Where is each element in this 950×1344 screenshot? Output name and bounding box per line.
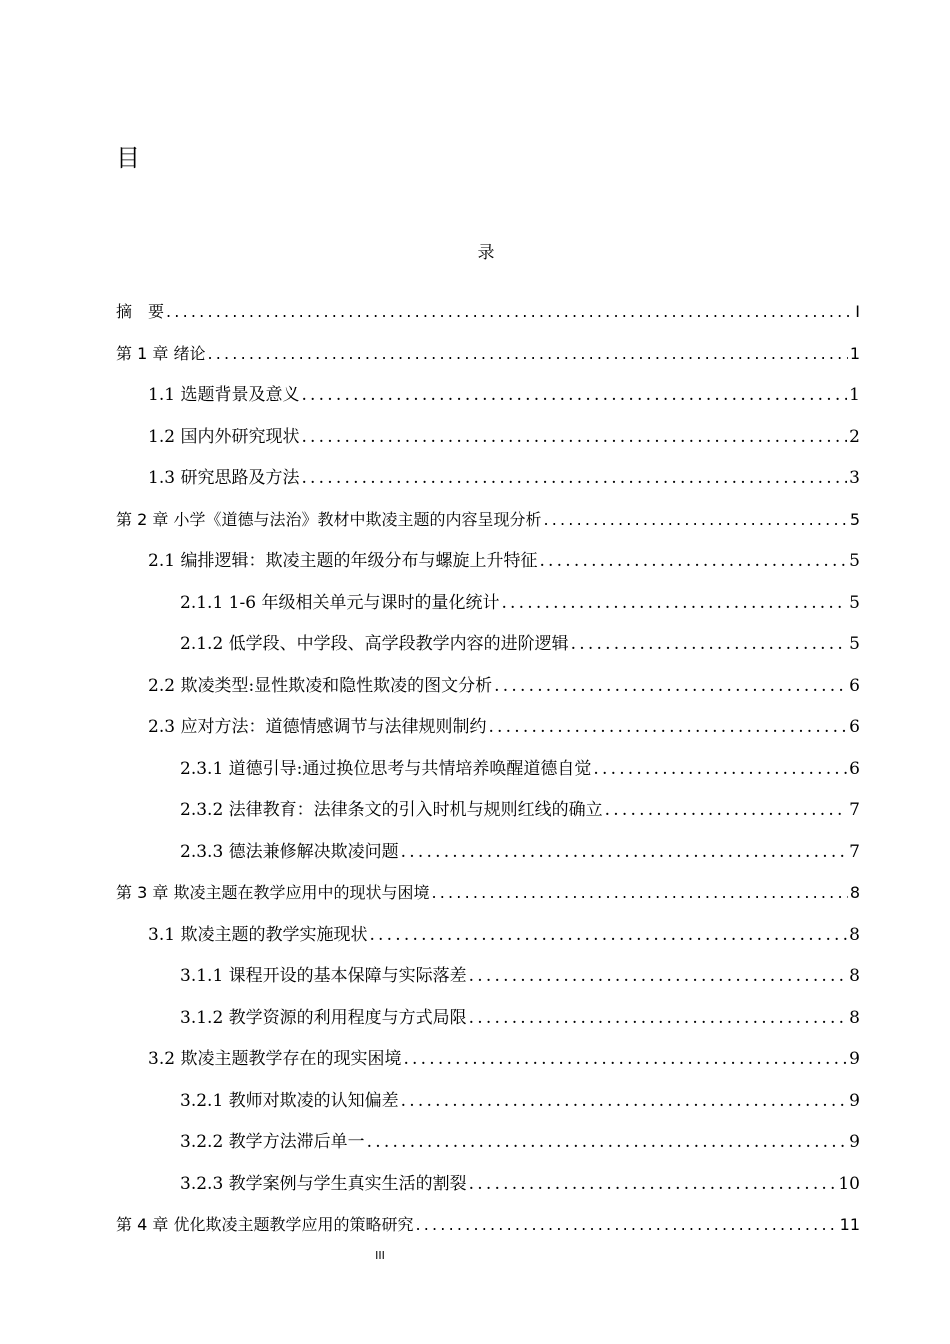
toc-leader-dots [166, 298, 853, 326]
toc-entry-label: 2.1 编排逻辑：欺凌主题的年级分布与螺旋上升特征 [148, 551, 538, 571]
toc-entry[interactable] [180, 1170, 860, 1198]
toc-leader-dots [605, 796, 848, 824]
toc-entry-label: 1.1 选题背景及意义 [148, 385, 300, 405]
toc-title-left: 目 [116, 144, 140, 172]
toc-entry-label: 2.3.3 德法兼修解决欺凌问题 [180, 841, 399, 862]
toc-entry[interactable] [180, 838, 860, 866]
toc-entry-page-number: 3 [849, 468, 860, 488]
toc-entry-label: 2.3 应对方法：道德情感调节与法律规则制约 [148, 717, 487, 737]
toc-entry-page-number: 9 [849, 1090, 860, 1111]
toc-entry[interactable] [180, 630, 860, 658]
toc-entry[interactable] [180, 1087, 860, 1115]
toc-entry[interactable] [148, 423, 860, 451]
toc-entry-page-number: 5 [849, 551, 860, 571]
toc-entry[interactable] [116, 1211, 860, 1239]
toc-leader-dots [469, 1170, 837, 1198]
toc-leader-dots [494, 672, 847, 700]
toc-entry-page-number: 5 [849, 634, 860, 654]
toc-entry-page-number: 10 [838, 1173, 860, 1194]
toc-title-center: 录 [477, 243, 495, 263]
toc-leader-dots [488, 713, 847, 741]
toc-entry[interactable] [148, 672, 860, 700]
toc-leader-dots [401, 1087, 848, 1115]
page-number-footer: III [375, 1249, 385, 1262]
toc-entry[interactable] [116, 506, 860, 534]
toc-entry-page-number: 9 [849, 1049, 860, 1069]
toc-entry[interactable] [180, 755, 860, 783]
toc-leader-dots [593, 755, 847, 783]
toc-entry-page-number: 2 [849, 426, 860, 447]
toc-entry-label: 3.2.3 教学案例与学生真实生活的割裂 [180, 1173, 467, 1194]
toc-entry[interactable] [180, 796, 860, 824]
toc-entry-page-number: 1 [849, 343, 860, 363]
toc-entry[interactable] [116, 879, 860, 907]
toc-entry-label: 3.2.1 教师对欺凌的认知偏差 [180, 1090, 399, 1111]
toc-entry-page-number: 5 [849, 592, 860, 613]
toc-leader-dots [501, 589, 847, 617]
toc-entry-label: 第 3 章 欺凌主题在教学应用中的现状与困境 [116, 883, 430, 902]
toc-leader-dots [301, 423, 847, 451]
toc-entry[interactable] [148, 1045, 860, 1073]
toc-entry-label: 2.2 欺凌类型:显性欺凌和隐性欺凌的图文分析 [148, 675, 493, 696]
toc-entry-page-number: 6 [849, 758, 860, 779]
toc-entry-label: 1.3 研究思路及方法 [148, 468, 300, 488]
toc-entry-label: 第 4 章 优化欺凌主题教学应用的策略研究 [116, 1215, 414, 1234]
toc-entry-page-number: 9 [849, 1132, 860, 1152]
toc-entry-page-number: 7 [849, 841, 860, 862]
toc-entry-page-number: 6 [849, 717, 860, 737]
toc-entry-page-number: 8 [849, 924, 860, 945]
toc-entry[interactable] [180, 1004, 860, 1032]
toc-entry-page-number: 8 [849, 966, 860, 986]
toc-entry-label: 摘 要 [116, 302, 165, 321]
toc-entry[interactable] [148, 381, 860, 409]
toc-leader-dots [539, 547, 847, 575]
toc-entry[interactable] [148, 921, 860, 949]
toc-leader-dots [469, 962, 848, 990]
toc-entry-page-number: 1 [849, 385, 860, 405]
toc-entry[interactable] [180, 962, 860, 990]
toc-entry[interactable] [148, 464, 860, 492]
toc-entry-page-number: 8 [849, 1007, 860, 1028]
toc-entry[interactable] [180, 1128, 860, 1156]
toc-entry-label: 3.1.1 课程开设的基本保障与实际落差 [180, 966, 467, 986]
toc-leader-dots [367, 1128, 848, 1156]
toc-leader-dots [469, 1004, 848, 1032]
toc-entry-page-number: 11 [839, 1215, 860, 1234]
toc-leader-dots [571, 630, 848, 658]
toc-entry-label: 2.1.1 1-6 年级相关单元与课时的量化统计 [180, 592, 500, 613]
toc-leader-dots [401, 838, 848, 866]
toc-leader-dots [415, 1211, 837, 1239]
toc-entry-label: 第 2 章 小学《道德与法治》教材中欺凌主题的内容呈现分析 [116, 509, 542, 529]
toc-entry-label: 第 1 章 绪论 [116, 343, 206, 363]
toc-entry-label: 3.2 欺凌主题教学存在的现实困境 [148, 1049, 402, 1069]
toc-entry-label: 1.2 国内外研究现状 [148, 426, 300, 447]
toc-leader-dots [301, 381, 847, 409]
toc-entry-page-number: 5 [849, 509, 860, 529]
toc-entry-label: 3.1.2 教学资源的利用程度与方式局限 [180, 1007, 467, 1028]
toc-entry-label: 2.3.2 法律教育：法律条文的引入时机与规则红线的确立 [180, 800, 603, 820]
toc-leader-dots [403, 1045, 847, 1073]
toc-entry[interactable] [148, 547, 860, 575]
toc-leader-dots [431, 879, 847, 907]
toc-leader-dots [301, 464, 847, 492]
toc-leader-dots [369, 921, 847, 949]
toc-entry-page-number: 8 [849, 883, 860, 902]
toc-entry-label: 2.3.1 道德引导:通过换位思考与共情培养唤醒道德自觉 [180, 758, 592, 779]
toc-entry[interactable] [116, 340, 860, 368]
toc-leader-dots [543, 506, 847, 534]
toc-entry-page-number: 6 [849, 675, 860, 696]
toc-leader-dots [207, 340, 847, 368]
toc-entry[interactable] [148, 713, 860, 741]
toc-entry-page-number: I [855, 302, 860, 321]
toc-entry-label: 2.1.2 低学段、中学段、高学段教学内容的进阶逻辑 [180, 634, 569, 654]
toc-entry-page-number: 7 [849, 800, 860, 820]
toc-entry-label: 3.1 欺凌主题的教学实施现状 [148, 924, 368, 945]
toc-entry-label: 3.2.2 教学方法滞后单一 [180, 1132, 365, 1152]
toc-entry[interactable] [180, 589, 860, 617]
toc-entry[interactable] [116, 298, 860, 326]
